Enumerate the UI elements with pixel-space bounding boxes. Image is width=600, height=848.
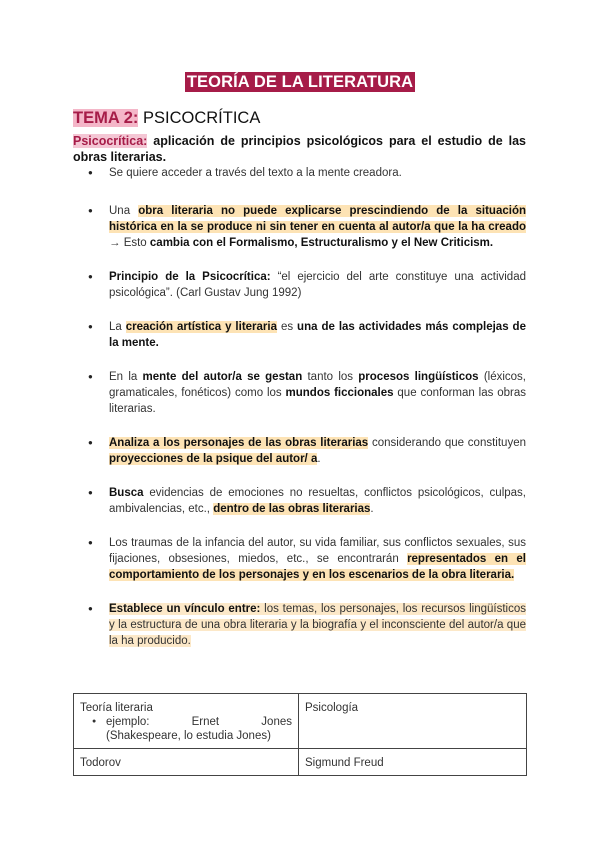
bold-text: cambia con el Formalismo, Estructuralismo y el New Criticism [149,237,490,249]
highlight-text: proyecciones de la psique del autor/ a [109,453,318,465]
bullet-text: (léxicos, gramaticales, fonéticos) como los [109,371,526,399]
document-title [0,73,600,92]
bullet-text: Los traumas de la infancia del autor, su vida familiar, sus conflictos sexuales, sus fijaciones, obsesiones, miedos, etc., se encontrarán [109,537,526,565]
bullet-text: . [489,237,494,249]
definition-text: aplicación de principios psicológicos para el estudio de las obras literarias. [73,134,526,164]
bullet-item [73,535,526,583]
highlight-text: dentro de las obras literarias [213,503,371,515]
document-title-text: TEORÍA DE LA LITERATURA [186,73,414,91]
table-cell [74,694,299,749]
table-cell [299,694,527,749]
bullet-text: Se quiere acceder a través del texto a la mente creadora. [109,167,402,179]
bullet-text: es [276,321,298,333]
bullet-item [73,601,526,649]
section-name: PSICOCRÍTICA [138,109,261,127]
bullet-text: La [109,321,126,333]
cell-text: Sigmund Freud [305,757,384,769]
highlight-text: Establece un vínculo entre: [109,603,261,615]
bullet-item [73,485,526,517]
bullet-item [73,203,526,251]
table-cell [74,749,299,776]
definition-paragraph [73,133,526,165]
table-row [74,694,527,749]
definition-term: Psicocrítica: [73,134,148,148]
bold-text: mente del autor/a se gestan [142,371,303,383]
bullet-item [73,435,526,467]
bullet-text: evidencias de emociones no resueltas, conflictos psicológicos, culpas, ambivalencias, etc., [109,487,526,515]
bold-text: una de las actividades más complejas de la mente. [109,321,526,349]
highlight-text: obra literaria no puede explicarse prescindiendo de la situación histórica en la se produce ni sin tener en cuenta al autor/a que la ha creado [109,205,526,233]
bullet-text: “el ejercicio del arte constituye una actividad psicológica”. (Carl Gustav Jung 1992) [109,271,526,299]
highlight-text: creación artística y literaria [125,321,277,333]
bullet-text: Una [109,205,139,217]
table-row [74,749,527,776]
section-heading [73,109,260,128]
comparison-table [73,693,527,776]
bullet-text: En la [109,371,143,383]
bullet-text: tanto los [302,371,359,383]
table-cell [299,749,527,776]
bold-text: mundos ficcionales [285,387,394,399]
highlight-text: representados en el comportamiento de los personajes y en los escenarios de la obra literaria. [109,553,527,581]
highlight-text: Analiza a los personajes de las obras literarias [109,437,369,449]
bullet-text: considerando que constituyen [368,437,526,449]
bullet-text: . [370,503,374,515]
bullet-text: que conforman las obras literarias. [109,387,526,415]
cell-text: Psicología [305,702,359,714]
bullet-item [73,269,526,301]
cell-list-item: ● ejemplo: Ernet Jones (Shakespeare, lo estudia Jones) [80,715,292,743]
bullet-item [73,165,526,181]
bullet-item [73,369,526,417]
highlight-text: los temas, los personajes, los recursos lingüísticos y la estructura de una obra literaria y la biografía y el inconsciente del autor/a que la ha producido. [109,603,526,647]
bullet-item [73,319,526,351]
bullet-text: → Esto [109,237,150,249]
bullet-list [73,165,526,649]
cell-text: Teoría literaria [80,702,153,714]
bold-text: Principio de la Psicocrítica: [109,271,271,283]
bold-text: procesos lingüísticos [358,371,479,383]
section-number: TEMA 2: [73,109,139,127]
bold-text: Busca [109,487,144,499]
cell-text: Todorov [80,757,121,769]
bullet-text: . [317,453,321,465]
